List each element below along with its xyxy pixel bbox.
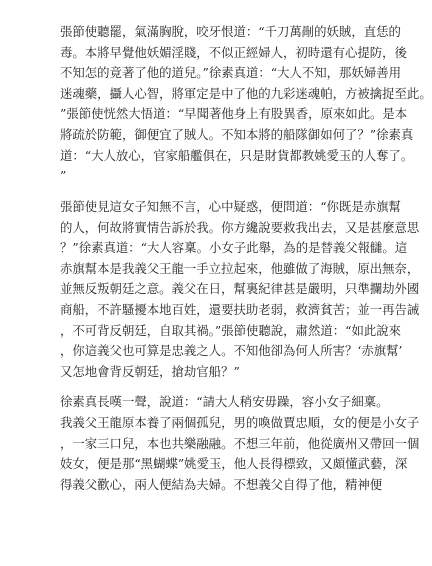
- text-line: 我義父王龍原本養了兩個孤兒，男的喚做賈忠順，女的便是小女子: [60, 415, 420, 431]
- paragraph-gap: [60, 382, 344, 392]
- paragraph: [60, 197, 420, 382]
- text-line: 將疏於防範，御便宜了賊人。不知本將的船隊御如何了？”徐素真: [60, 126, 414, 142]
- text-line: 張節使見這女子知無不言，心中疑惑，便問道：“你既是赤旗幫: [60, 198, 401, 214]
- text-line: 商船，不許騷擾本地百姓，還要扶助老弱，救濟貧苦；並一再告誡: [60, 301, 420, 317]
- text-line: 的人，何故將實情告訴於我。你方纔說要救我出去，又是甚麼意思: [60, 219, 420, 235]
- text-line: 迷魂藥，攝人心智，將軍定是中了他的九彩迷魂帕，方被擒捉至此。: [60, 85, 432, 101]
- text-line: 道：“大人放心，官家船艦俱在，只是財貨都教姚愛玉的人奪了。: [60, 147, 414, 163]
- document-body: [60, 22, 432, 495]
- text-line: ？”徐素真道：“大人容稟。小女子此舉，為的是替義父報讎。這: [60, 240, 408, 256]
- text-line: ”: [60, 168, 67, 184]
- paragraph-gap: [60, 187, 344, 197]
- text-line: ”張節使恍然大悟道：“早聞著他身上有股異香，原來如此。是本: [60, 106, 408, 122]
- text-line: 妓女，便是那“黑蝴蝶”姚愛玉，他人長得標致，又頗懂武藝，深: [60, 456, 408, 472]
- text-line: ，不可背反朝廷，自取其禍。”張節使聽說，肅然道：“如此說來: [60, 322, 402, 338]
- text-line: ，一家三口兒，本也共樂融融。不想三年前，他從廣州又帶回一個: [60, 435, 420, 451]
- text-line: ，你這義父也可算是忠義之人。不知他卻為何人所害？‘赤旗幫’: [60, 343, 403, 359]
- paragraph: [60, 22, 432, 187]
- text-line: 不知怎的竟著了他的道兒。”徐素真道：“大人不知，那妖婦善用: [60, 65, 402, 81]
- text-line: 徐素真長嘆一聲，說道：“請大人稍安毋躁，容小女子細稟。: [60, 394, 389, 410]
- text-line: 並無反叛朝廷之意。義父在日，幫裏紀律甚是嚴明，只準攔劫外國: [60, 281, 420, 297]
- text-line: 毒。本將早覺他妖媚淫賤，不似正經婦人，初時還有心提防，後: [60, 44, 407, 60]
- text-line: 又怎地會背反朝廷，搶劫官船？”: [60, 363, 240, 379]
- text-line: 赤旗幫本是我義父王龍一手立拉起來，他雖做了海賊，原出無奈，: [60, 260, 420, 276]
- text-line: 張節使聽罷，氣滿胸脫，咬牙恨道：“千刀萬剮的妖賊，直恁的: [60, 24, 401, 39]
- paragraph: [60, 392, 420, 495]
- text-line: 得義父歡心，兩人便結為夫婦。不想義父自得了他，精神便: [60, 476, 383, 492]
